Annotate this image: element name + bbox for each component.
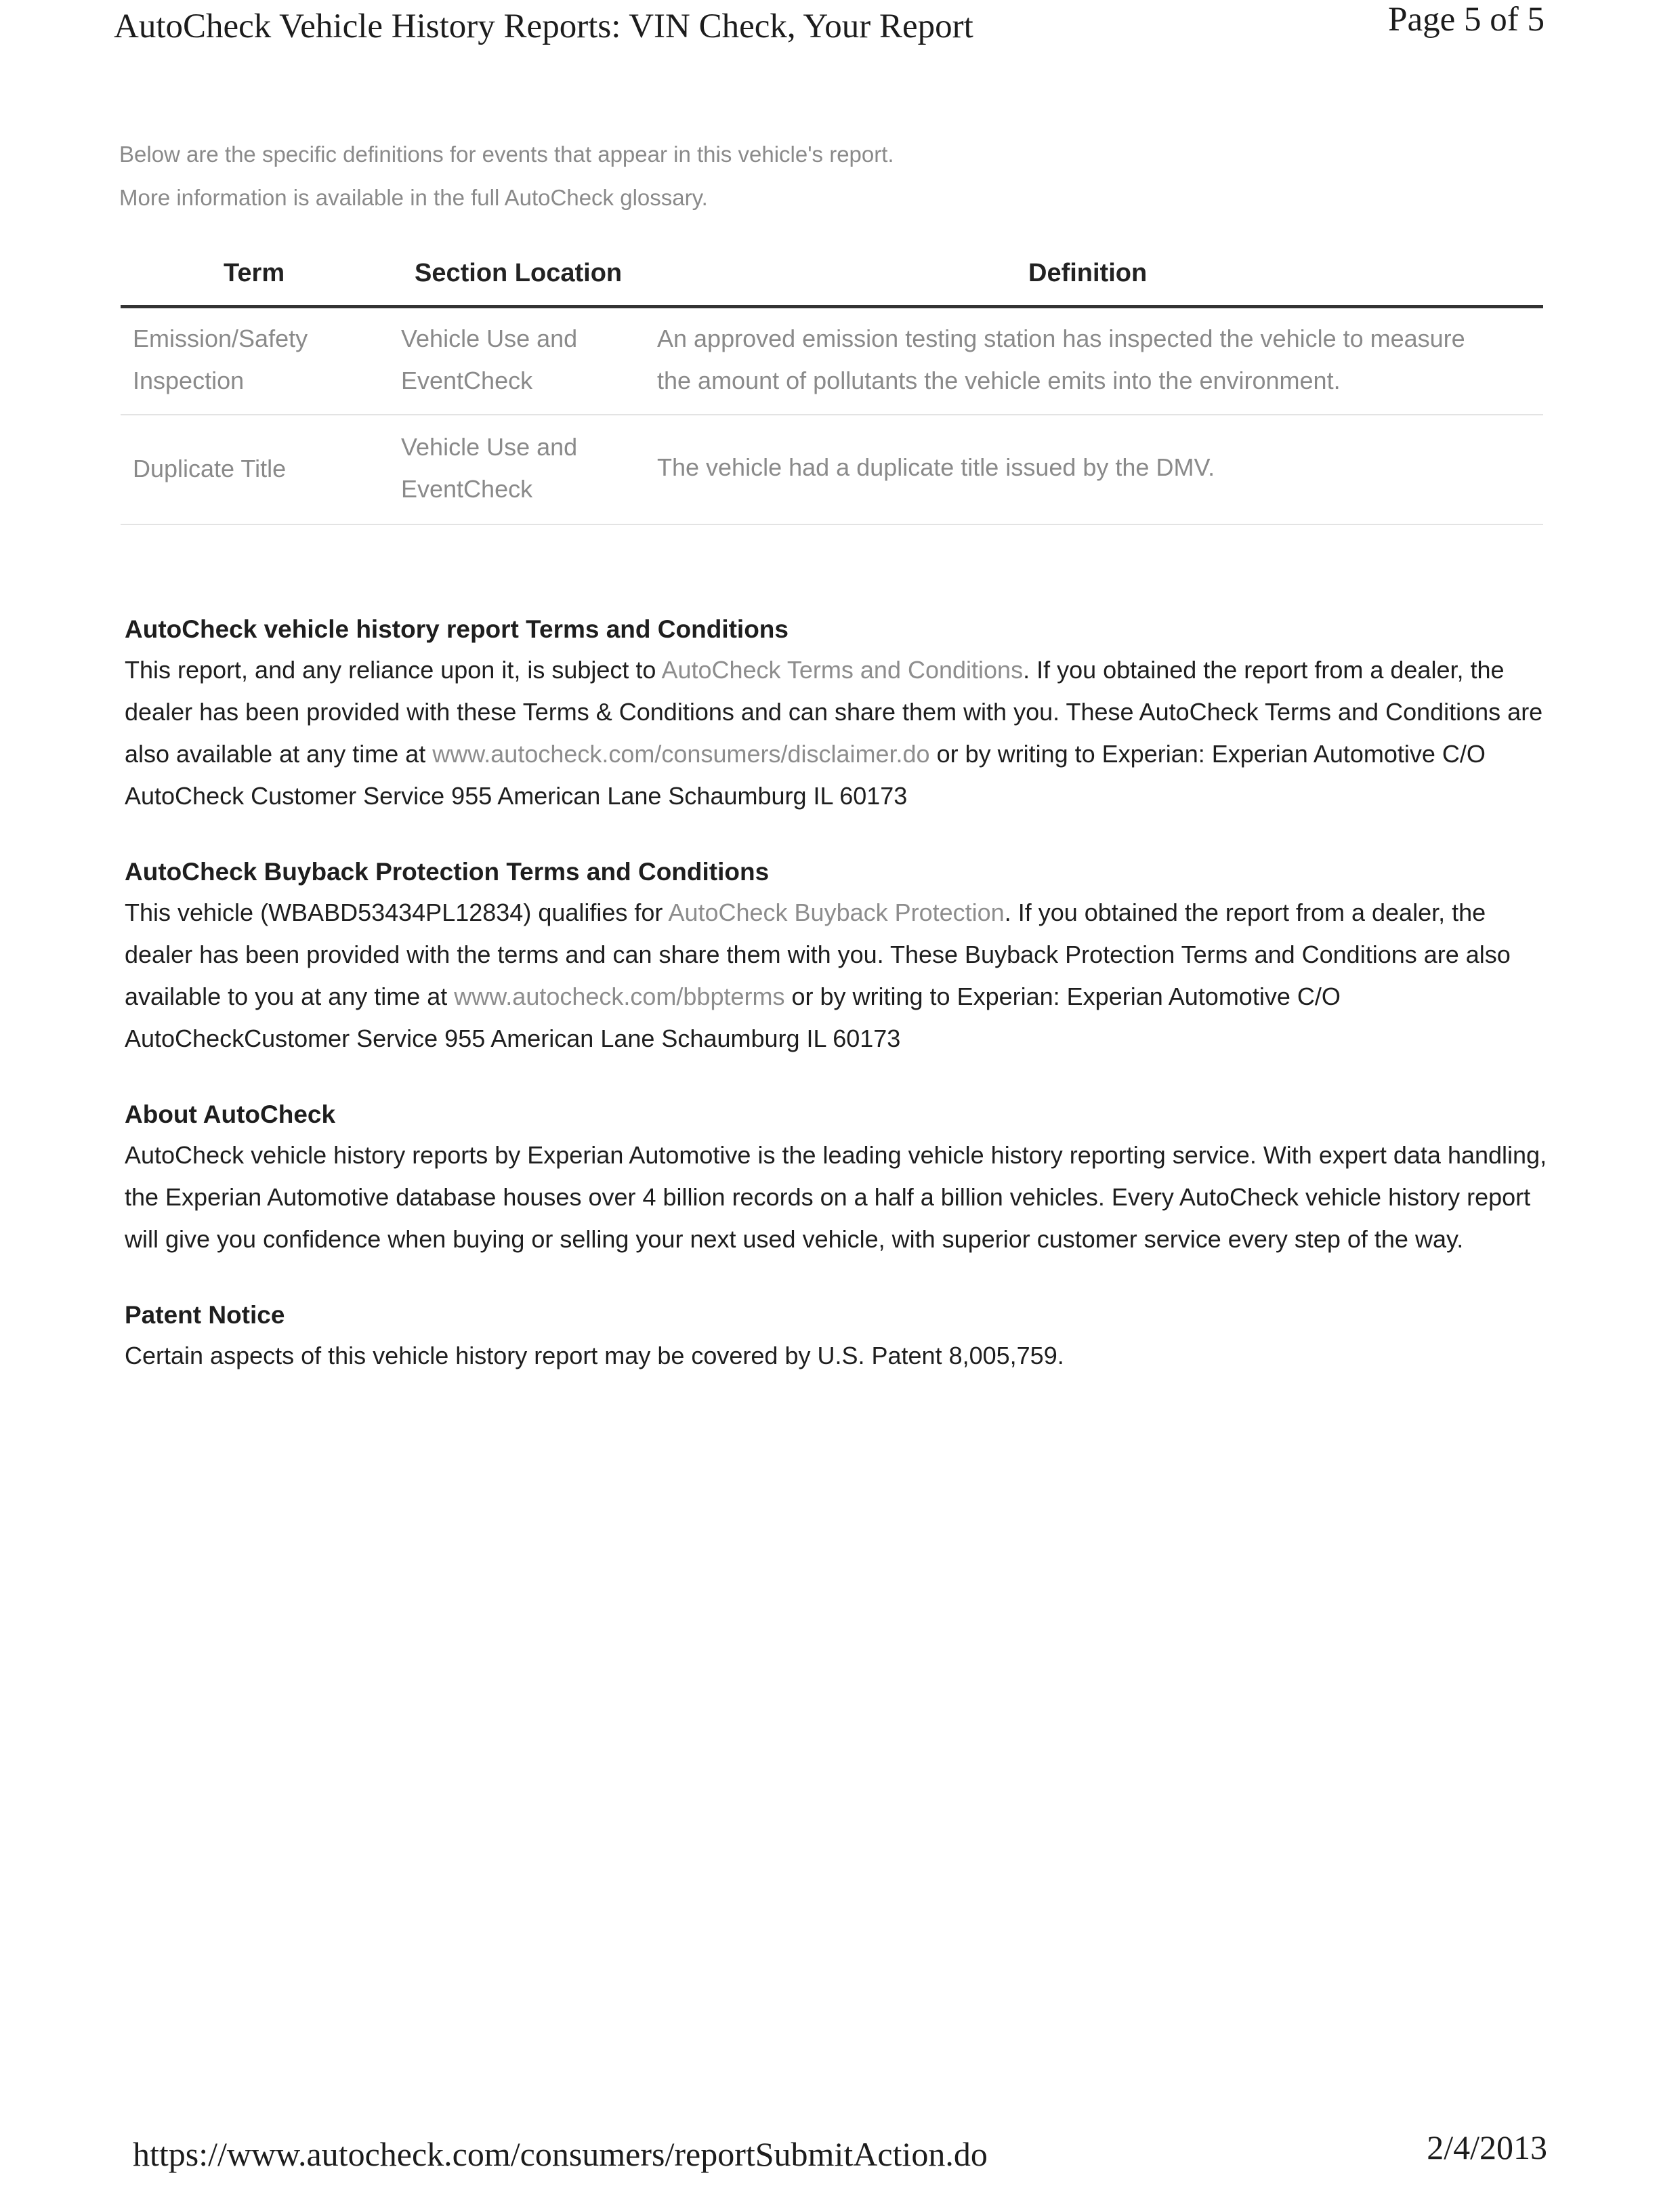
terms-text: or by writing to Experian: Experian Automotive C/O AutoCheck Customer Service 955 American Lane Schaumburg IL 60173 bbox=[125, 740, 1486, 810]
term-line: Emission/Safety bbox=[133, 325, 308, 352]
patent-title: Patent Notice bbox=[125, 1301, 285, 1329]
terms-text: This report, and any reliance upon it, is subject to bbox=[125, 656, 662, 684]
report-terms-title: AutoCheck vehicle history report Terms and Conditions bbox=[125, 615, 789, 643]
glossary-section-location bbox=[401, 318, 625, 402]
section-line: Vehicle Use and bbox=[401, 433, 578, 461]
term-line: Inspection bbox=[133, 367, 245, 394]
page-header-title: AutoCheck Vehicle History Reports: VIN Check, Your Report bbox=[114, 7, 973, 45]
buyback-body bbox=[125, 892, 1554, 1060]
about-title: About AutoCheck bbox=[125, 1100, 336, 1128]
intro-line-2: More information is available in the full AutoCheck glossary. bbox=[119, 185, 708, 210]
section-line: Vehicle Use and bbox=[401, 325, 578, 352]
glossary-definition bbox=[657, 318, 1531, 402]
glossary-intro bbox=[119, 133, 894, 220]
footer-date: 2/4/2013 bbox=[1427, 2128, 1547, 2166]
intro-line-1: Below are the specific definitions for events that appear in this vehicle's report. bbox=[119, 142, 894, 167]
glossary-section-location bbox=[401, 426, 625, 510]
header-definition: Definition bbox=[1028, 259, 1148, 287]
header-section-location: Section Location bbox=[415, 259, 623, 287]
page-number: Page 5 of 5 bbox=[1388, 1, 1545, 39]
buyback-text: or by writing to Experian: Experian Automotive C/O AutoCheckCustomer Service 955 American Lane Schaumburg IL 60173 bbox=[125, 983, 1341, 1052]
glossary-row bbox=[121, 308, 1543, 415]
report-terms-body bbox=[125, 649, 1554, 817]
buyback-text: . If you obtained the report from a dealer, the dealer has been provided with the terms and can share them with you. These Buyback Protection Terms and Conditions are also available to you at any time at bbox=[125, 899, 1511, 1010]
bbpterms-url-link[interactable]: www.autocheck.com/bbpterms bbox=[454, 983, 785, 1010]
footer-url: https://www.autocheck.com/consumers/reportSubmitAction.do bbox=[133, 2135, 988, 2173]
section-line: EventCheck bbox=[401, 475, 533, 503]
buyback-section bbox=[125, 852, 1554, 1060]
autocheck-terms-link[interactable]: AutoCheck Terms and Conditions bbox=[661, 656, 1024, 684]
glossary-header-row bbox=[121, 245, 1543, 308]
glossary-row bbox=[121, 415, 1543, 525]
glossary-term: Duplicate Title bbox=[133, 455, 287, 482]
terms-sections bbox=[125, 610, 1554, 1412]
patent-section bbox=[125, 1296, 1554, 1377]
section-line: EventCheck bbox=[401, 367, 533, 394]
terms-text: . If you obtained the report from a dealer, the dealer has been provided with these Terms & Conditions and can share them with you. These AutoCheck Terms and Conditions are also available at any time at bbox=[125, 656, 1543, 768]
definition-line: An approved emission testing station has inspected the vehicle to measure bbox=[657, 325, 1465, 352]
header-term: Term bbox=[224, 259, 285, 287]
buyback-title: AutoCheck Buyback Protection Terms and Conditions bbox=[125, 858, 770, 886]
about-body: AutoCheck vehicle history reports by Experian Automotive is the leading vehicle history reporting service. With expert data handling, the Experian Automotive database houses over 4 billion records on a half a billion vehicles. Every AutoCheck vehicle history report will give you confidence when buying or selling your next used vehicle, with superior customer service every step of the way. bbox=[125, 1141, 1547, 1253]
glossary-table bbox=[121, 245, 1543, 525]
glossary-definition: The vehicle had a duplicate title issued by the DMV. bbox=[657, 453, 1215, 481]
glossary-term bbox=[133, 318, 377, 402]
report-terms-section bbox=[125, 610, 1554, 817]
about-section bbox=[125, 1095, 1554, 1260]
patent-body: Certain aspects of this vehicle history report may be covered by U.S. Patent 8,005,759. bbox=[125, 1342, 1064, 1369]
buyback-protection-link[interactable]: AutoCheck Buyback Protection bbox=[668, 899, 1005, 926]
disclaimer-url-link[interactable]: www.autocheck.com/consumers/disclaimer.do bbox=[432, 740, 930, 768]
buyback-text: This vehicle (WBABD53434PL12834) qualifies for bbox=[125, 899, 669, 926]
definition-line: the amount of pollutants the vehicle emits into the environment. bbox=[657, 367, 1341, 394]
